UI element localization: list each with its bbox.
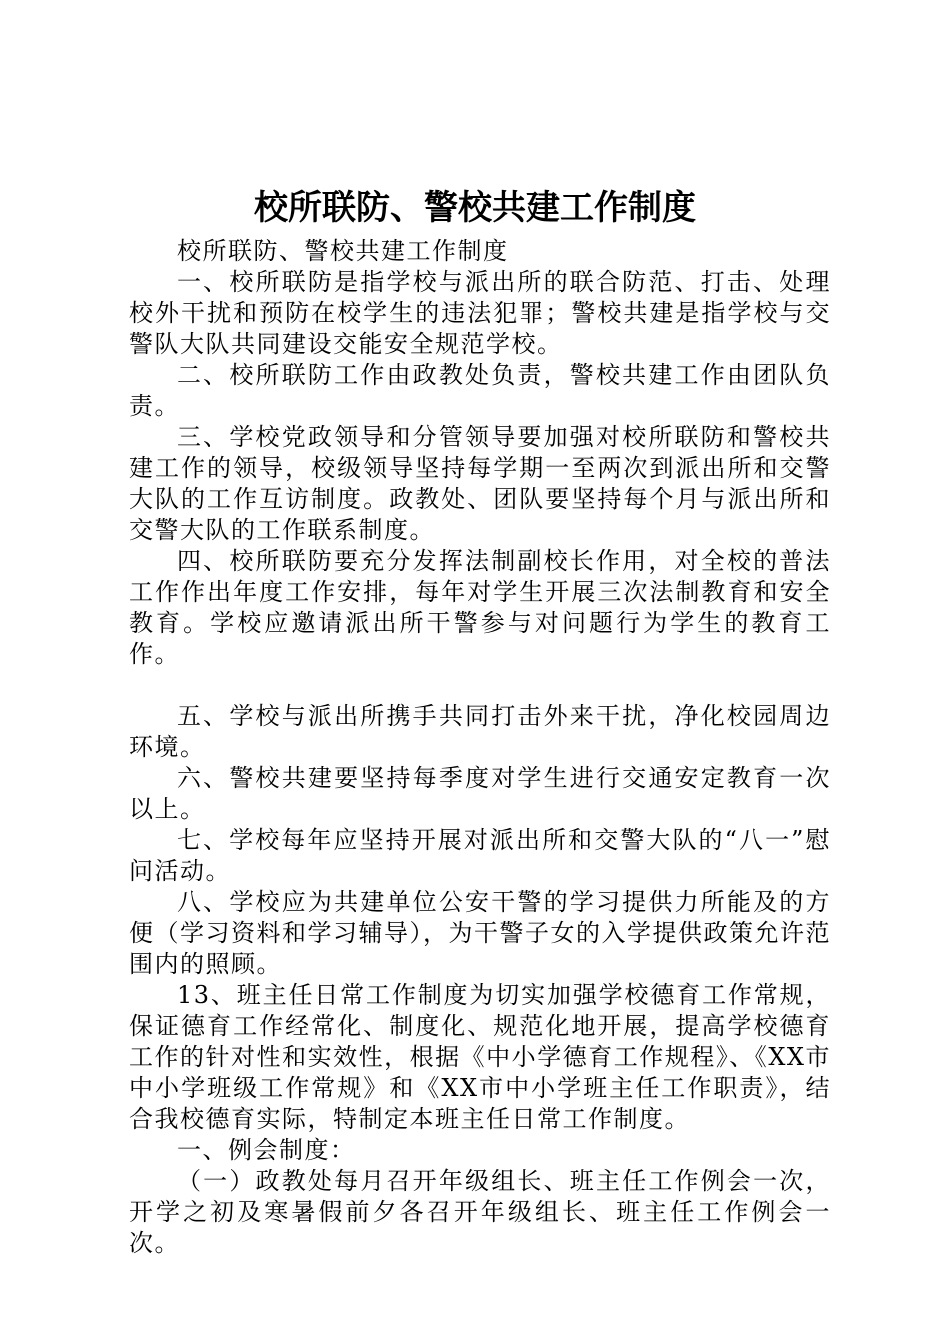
paragraph-8: 八、学校应为共建单位公安干警的学习提供力所能及的方便（学习资料和学习辅导），为干警子女的入学提供政策允许范围内的照顾。 (129, 888, 831, 978)
paragraph-3: 三、学校党政领导和分管领导要加强对校所联防和警校共建工作的领导，校级领导坚持每学期一至两次到派出所和交警大队的工作互访制度。政教处、团队要坚持每个月与派出所和交警大队的工作联系制度。 (129, 423, 831, 544)
paragraph-4: 四、校所联防要充分发挥法制副校长作用，对全校的普法工作作出年度工作安排，每年对学生开展三次法制教育和安全教育。学校应邀请派出所干警参与对问题行为学生的教育工作。 (129, 547, 831, 668)
paragraph-7: 七、学校每年应坚持开展对派出所和交警大队的“八一”慰问活动。 (129, 826, 831, 885)
paragraph-9: 13、班主任日常工作制度为切实加强学校德育工作常规，保证德育工作经常化、制度化、规范化地开展，提高学校德育工作的针对性和实效性，根据《中小学德育工作规程》、《XX市中小学班级工作常规》和《XX市中小学班主任工作职责》，结合我校德育实际，特制定本班主任日常工作制度。 (129, 981, 831, 1133)
paragraph-2: 二、校所联防工作由政教处负责，警校共建工作由团队负责。 (129, 361, 831, 420)
paragraph-11: （一）政教处每月召开年级组长、班主任工作例会一次，开学之初及寒暑假前夕各召开年级组长、班主任工作例会一次。 (129, 1167, 831, 1257)
paragraph-10: 一、例会制度： (177, 1136, 356, 1164)
paragraph-1: 一、校所联防是指学校与派出所的联合防范、打击、处理校外干扰和预防在校学生的违法犯罪；警校共建是指学校与交警队大队共同建设交能安全规范学校。 (129, 268, 831, 358)
document-body (129, 236, 831, 1259)
paragraph-6: 六、警校共建要坚持每季度对学生进行交通安定教育一次以上。 (129, 764, 831, 823)
paragraph-5: 五、学校与派出所携手共同打击外来干扰，净化校园周边环境。 (129, 702, 831, 761)
paragraph-heading: 校所联防、警校共建工作制度 (177, 237, 509, 265)
document-title: 校所联防、警校共建工作制度 (254, 188, 696, 228)
